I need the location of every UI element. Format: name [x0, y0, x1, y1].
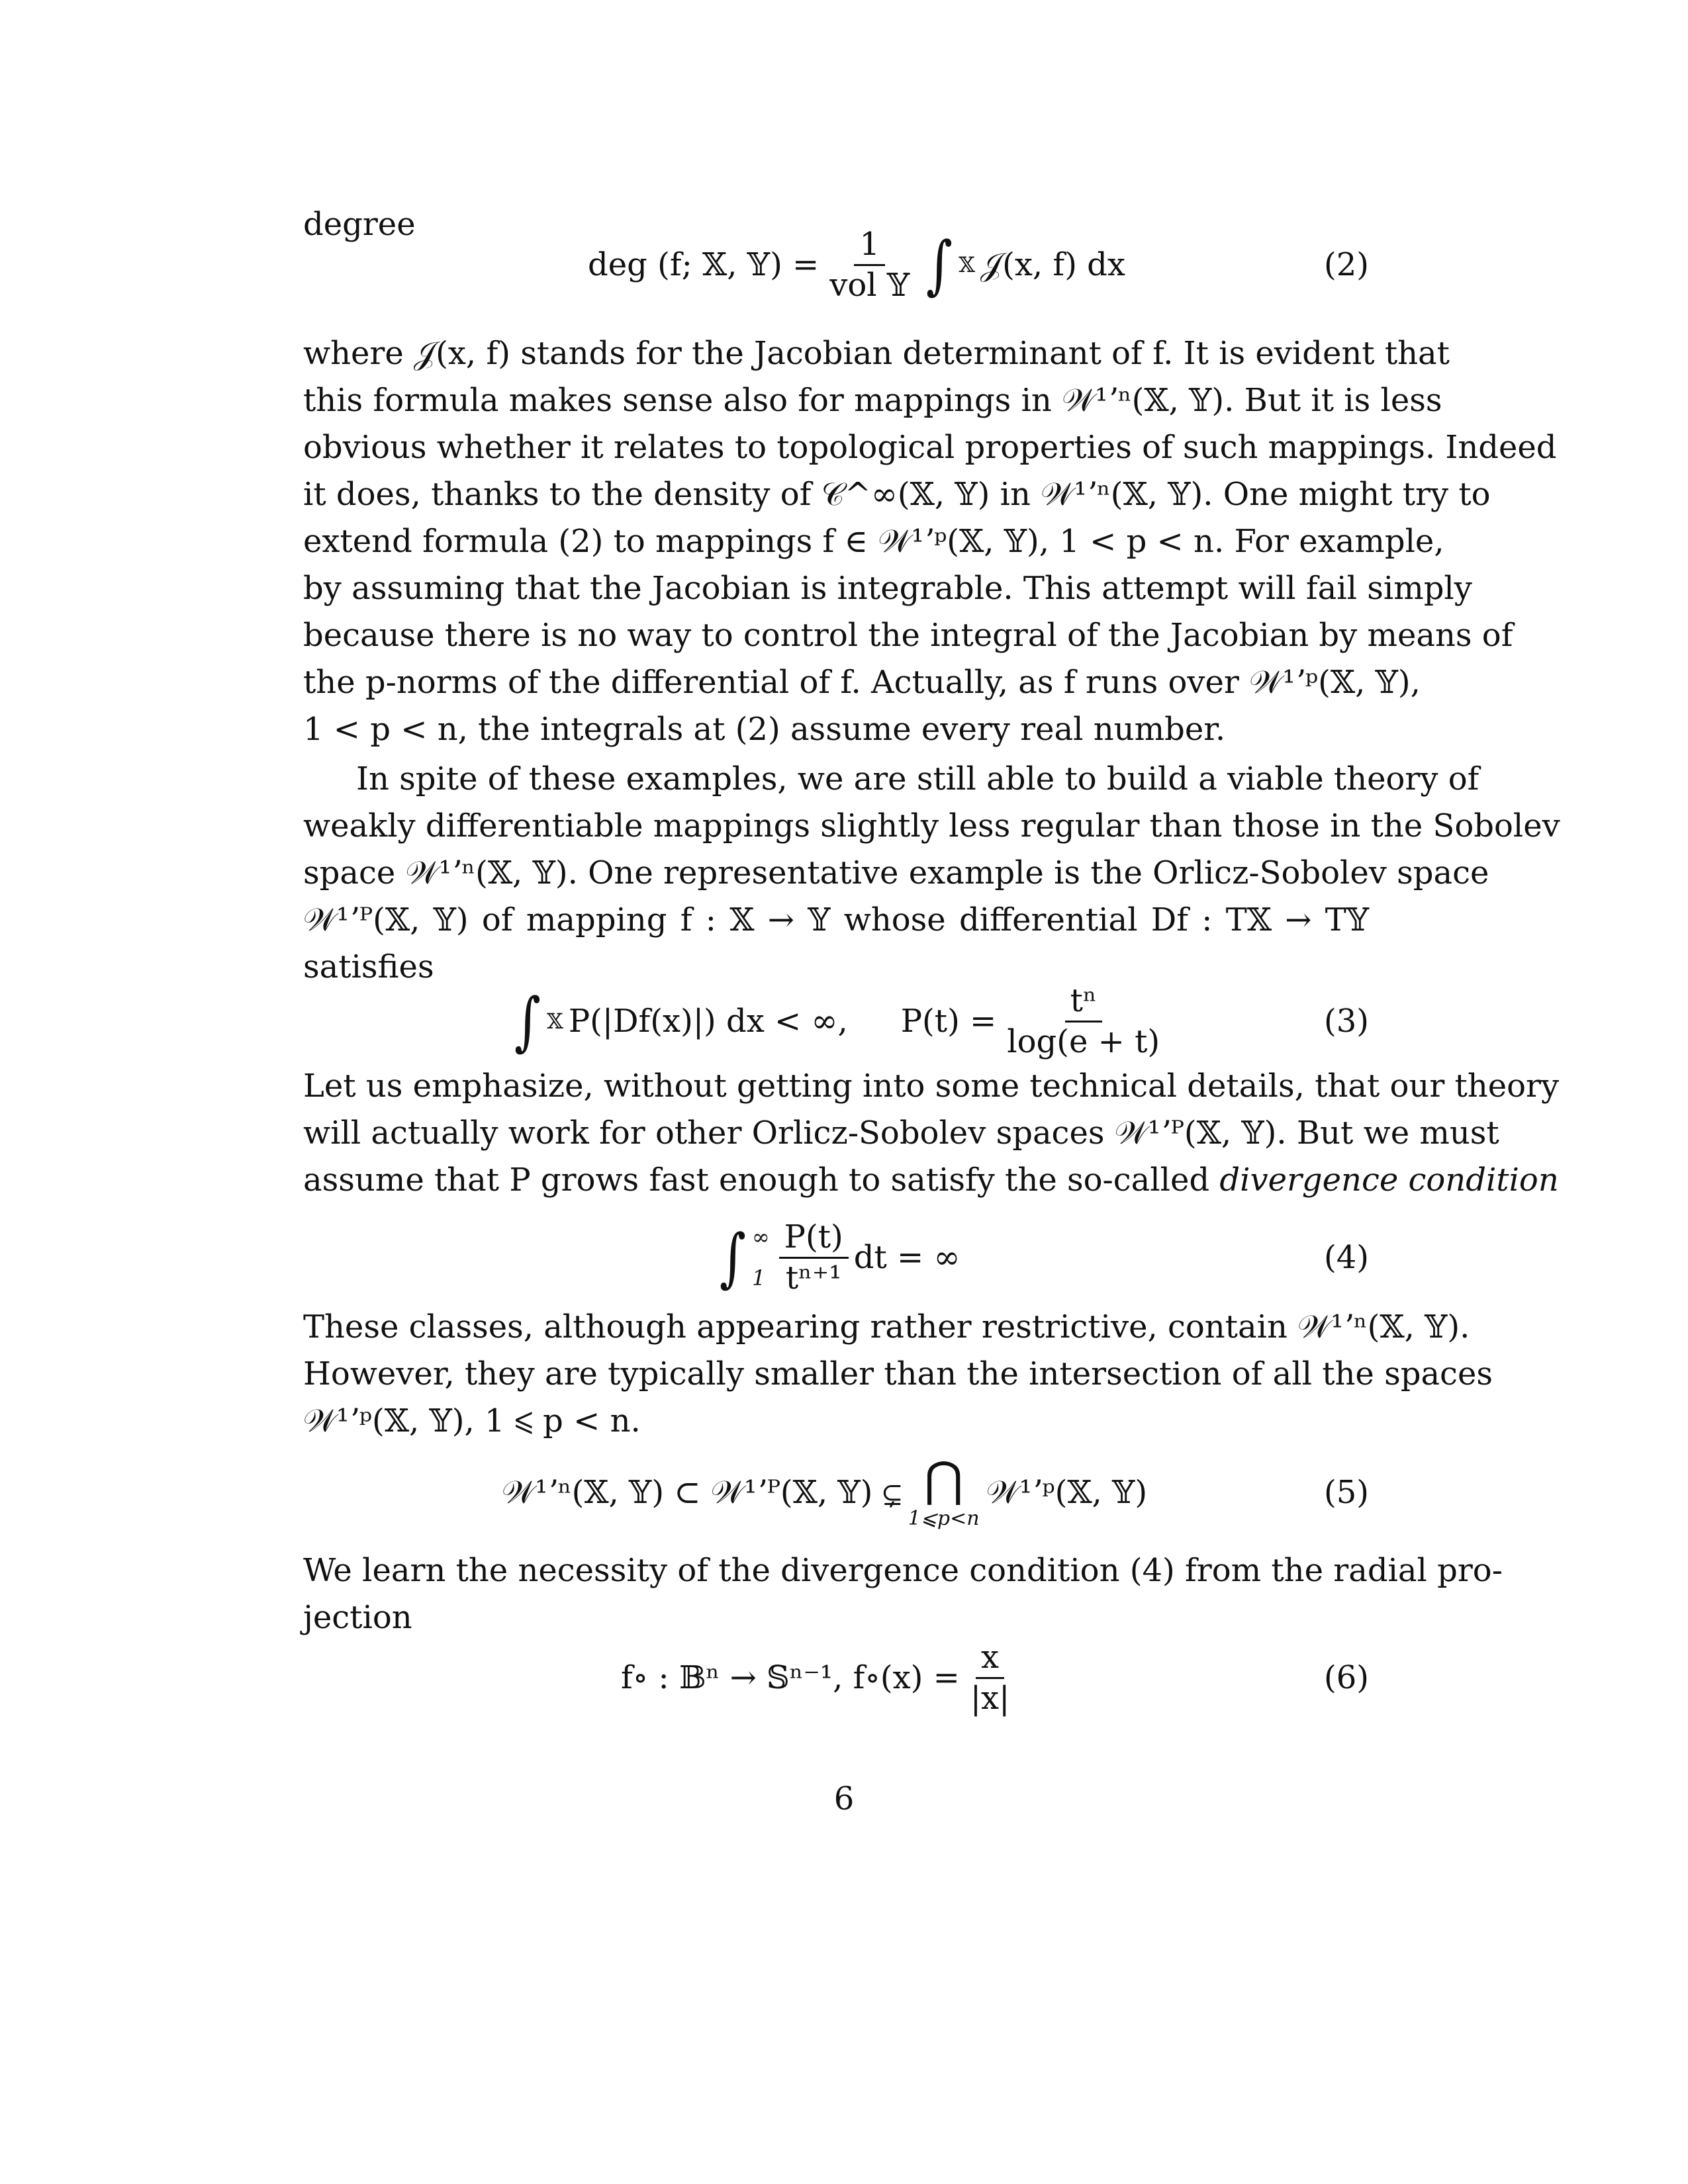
text-line: will actually work for other Orlicz-Sobolev spaces 𝒲¹ʼᴾ(𝕏, 𝕐). But we must [303, 1115, 1499, 1152]
eq5-lhs: 𝒲¹ʼⁿ(𝕏, 𝕐) ⊂ 𝒲¹ʼᴾ(𝕏, 𝕐) ⊊ [502, 1473, 902, 1511]
text-line: this formula makes sense also for mappings in 𝒲¹ʼⁿ(𝕏, 𝕐). But it is less [303, 382, 1442, 419]
eq4-number: (4) [1324, 1239, 1369, 1276]
text-line: 𝒲¹ʼᵖ(𝕏, 𝕐), 1 ⩽ p < n. [303, 1402, 641, 1439]
text-line: We learn the necessity of the divergence condition (4) from the radial pro- [303, 1552, 1503, 1589]
text-line: These classes, although appearing rather restrictive, contain 𝒲¹ʼⁿ(𝕏, 𝕐). [303, 1308, 1470, 1345]
eq2-integral-domain: 𝕏 [959, 252, 975, 277]
paragraph-jacobian [303, 330, 1557, 753]
eq5-intersection [908, 1451, 980, 1530]
eq3-number: (3) [1324, 1003, 1369, 1040]
eq3-integral-domain: 𝕏 [547, 1009, 563, 1034]
eq4-upper-limit: ∞ [752, 1224, 770, 1250]
paragraph-radial [303, 1547, 1503, 1641]
eq4-limits [752, 1224, 770, 1291]
eq2-integrand: 𝒥(x, f) dx [980, 246, 1125, 283]
eq4-lower-limit: 1 [752, 1265, 766, 1291]
eq6-number: (6) [1324, 1659, 1369, 1696]
eq4-frac-den: tⁿ⁺¹ [785, 1259, 842, 1297]
text-line: In spite of these examples, we are still able to build a viable theory of [356, 760, 1479, 797]
page-number: 6 [833, 1780, 855, 1817]
text-line: However, they are typically smaller than the intersection of all the spaces [303, 1355, 1493, 1392]
text-line [303, 1157, 1559, 1204]
eq3-frac-num: tⁿ [1065, 984, 1102, 1022]
text-line: space 𝒲¹ʼⁿ(𝕏, 𝕐). One representative example is the Orlicz-Sobolev space [303, 854, 1489, 891]
eq2-number: (2) [1324, 246, 1369, 283]
text-line: 𝒲¹ʼᴾ(𝕏, 𝕐) of mapping f : 𝕏 → 𝕐 whose differential Df : T𝕏 → T𝕐 [303, 901, 1369, 938]
intersection-symbol: ⋂ [924, 1451, 964, 1507]
eq5-rhs: 𝒲¹ʼᵖ(𝕏, 𝕐) [986, 1473, 1148, 1511]
eq2-lhs: deg (f; 𝕏, 𝕐) = [588, 246, 820, 283]
equation-5 [303, 1451, 1369, 1530]
eq3-integrand: P(|Df(x)|) dx < ∞, [568, 1003, 848, 1040]
text-line: where 𝒥(x, f) stands for the Jacobian determinant of f. It is evident that [303, 335, 1450, 372]
paragraph-classes [303, 1304, 1493, 1445]
text-line: Let us emphasize, without getting into some technical details, that our theory [303, 1068, 1560, 1105]
paragraph-orlicz [303, 756, 1560, 991]
text-line: because there is no way to control the integral of the Jacobian by means of [303, 617, 1513, 654]
equation-6 [303, 1639, 1369, 1717]
intersection-index: 1⩽p<n [908, 1506, 980, 1530]
eq3-fraction [1002, 984, 1165, 1058]
eq6-frac-den: |x| [970, 1679, 1010, 1717]
paragraph-divergence [303, 1063, 1560, 1204]
eq4-frac-num: P(t) [779, 1220, 849, 1258]
eq4-integral-sign: ∫ [720, 1220, 747, 1295]
eq2-frac-den: vol 𝕐 [829, 266, 910, 304]
eq3-frac-den: log(e + t) [1007, 1023, 1160, 1060]
text-line: obvious whether it relates to topological properties of such mappings. Indeed [303, 429, 1557, 466]
eq2-fraction [824, 228, 915, 302]
text-line: satisfies [303, 948, 434, 985]
text-line: 1 < p < n, the integrals at (2) assume every real number. [303, 711, 1226, 748]
eq4-fraction [779, 1220, 849, 1295]
eq2-integral-sign: ∫ [926, 228, 953, 302]
eq3-integral-sign: ∫ [514, 984, 541, 1058]
text-line: it does, thanks to the density of 𝒞^∞(𝕏, 𝕐) in 𝒲¹ʼⁿ(𝕏, 𝕐). One might try to [303, 476, 1491, 513]
eq6-lhs: f∘ : 𝔹ⁿ → 𝕊ⁿ⁻¹, f∘(x) = [621, 1659, 960, 1696]
text-line: weakly differentiable mappings slightly less regular than those in the Sobolev [303, 807, 1560, 844]
text-line: the p-norms of the differential of f. Actually, as f runs over 𝒲¹ʼᵖ(𝕏, 𝕐), [303, 664, 1421, 701]
text-line: degree [303, 206, 416, 243]
eq6-fraction [965, 1641, 1015, 1715]
eq3-lhs: P(t) = [900, 1003, 997, 1040]
text-line: jection [303, 1599, 412, 1636]
text-plain: assume that P grows fast enough to satisfy the so-called [303, 1161, 1210, 1199]
text-line: extend formula (2) to mappings f ∈ 𝒲¹ʼᵖ(𝕏, 𝕐), 1 < p < n. For example, [303, 523, 1444, 560]
eq6-frac-num: x [976, 1641, 1004, 1678]
equation-2 [303, 226, 1369, 304]
eq5-number: (5) [1324, 1474, 1369, 1511]
eq2-frac-num: 1 [854, 228, 885, 265]
eq4-rest: dt = ∞ [853, 1239, 961, 1276]
divergence-condition-term: divergence condition [1219, 1161, 1559, 1199]
text-line: by assuming that the Jacobian is integrable. This attempt will fail simply [303, 570, 1472, 607]
equation-3 [303, 982, 1369, 1060]
equation-4 [303, 1218, 1369, 1297]
